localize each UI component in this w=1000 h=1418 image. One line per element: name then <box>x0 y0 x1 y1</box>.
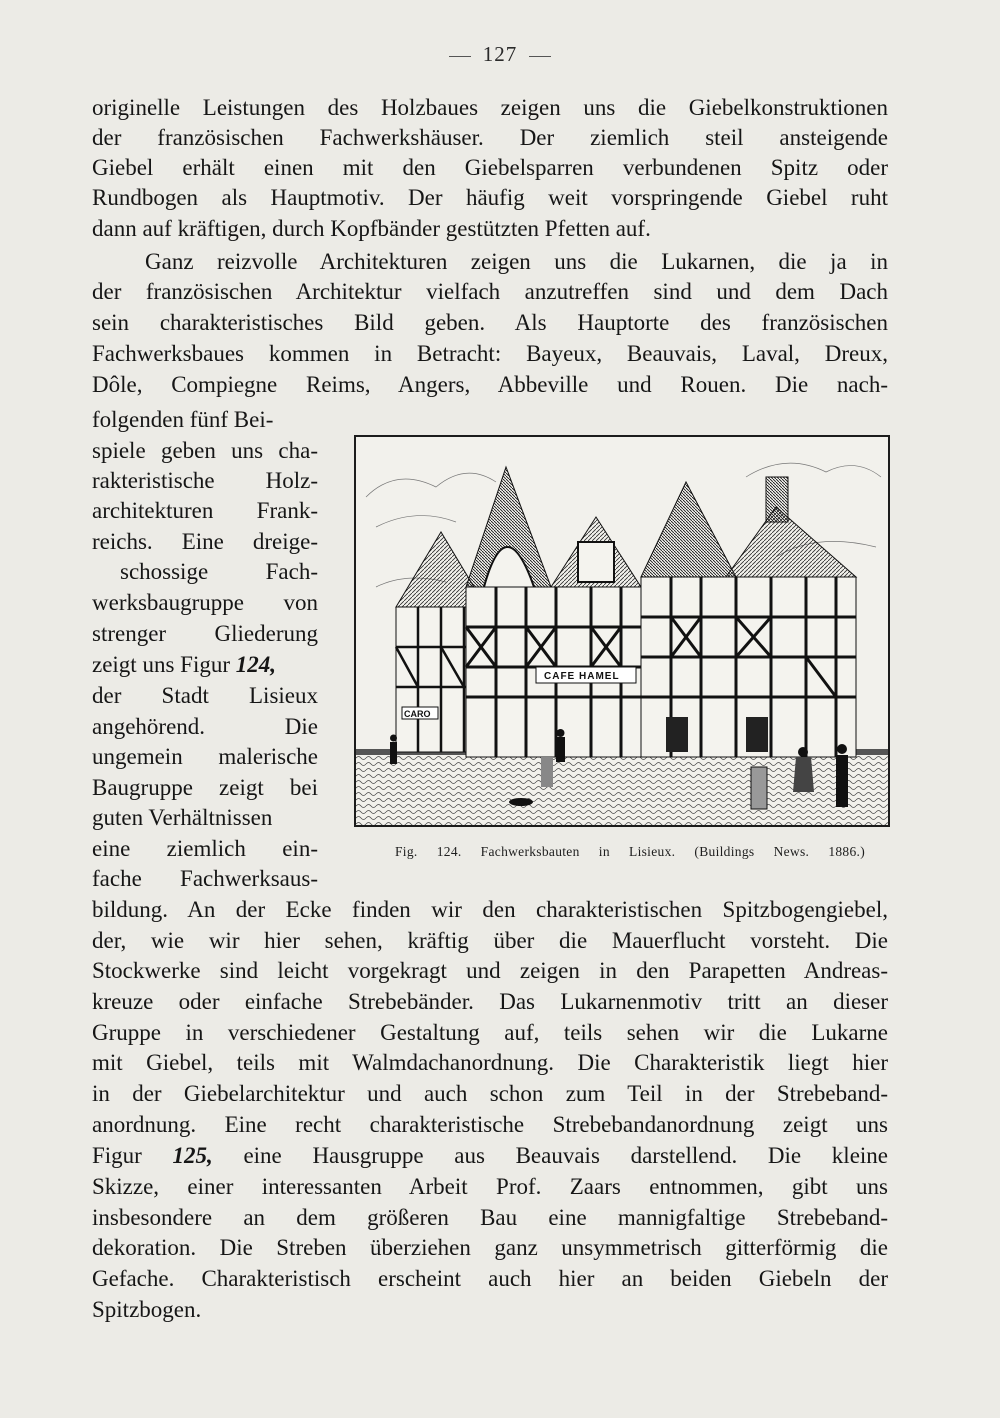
text-line: insbesondere an dem größeren Bau eine mannigfaltige Strebeband‐ <box>92 1205 888 1230</box>
text-line: angehörend. Die <box>92 714 318 739</box>
text-line: der, wie wir hier sehen, kräftig über die Mauerflucht vorsteht. Die <box>92 928 888 953</box>
dash-right <box>529 56 551 57</box>
text-line: originelle Leistungen des Holzbaues zeigen uns die Giebelkonstruktionen <box>92 95 888 120</box>
figure-reference: 124, <box>235 652 276 677</box>
text-line: Dôle, Compiegne Reims, Angers, Abbeville und Rouen. Die nach‐ <box>92 372 888 397</box>
text-fragment: zeigt uns Figur <box>92 652 236 677</box>
text-fragment: Figur <box>92 1143 173 1168</box>
text-line: guten Verhältnissen <box>92 805 273 830</box>
text-line: der französischen Fachwerkshäuser. Der ziemlich steil ansteigende <box>92 125 888 150</box>
text-line: der Stadt Lisieux <box>92 683 318 708</box>
figure-caption: Fig. 124. Fachwerksbauten in Lisieux. (Buildings News. 1886.) <box>395 844 865 859</box>
sign-cafe-hamel: CAFE HAMEL <box>544 671 620 682</box>
text-line: ungemein malerische <box>92 744 318 769</box>
text-line: sein charakteristisches Bild geben. Als Hauptorte des französischen <box>92 310 888 335</box>
dash-left <box>449 56 471 57</box>
text-line: mit Giebel, teils mit Walmdachanordnung. Die Charakteristik liegt hier <box>92 1050 888 1075</box>
text-fragment: eine Hausgruppe aus Beauvais darstellend. Die kleine <box>212 1143 888 1168</box>
page-number-text: 127 <box>482 42 518 66</box>
text-line: werksbaugruppe von <box>92 590 318 615</box>
text-line: architekturen Frank‐ <box>92 498 318 523</box>
figure-illustration <box>354 435 890 827</box>
text-line: eine ziemlich ein‐ <box>92 836 318 861</box>
text-line: der französischen Architektur vielfach anzutreffen sind und dem Dach <box>92 279 888 304</box>
text-line: Ganz reizvolle Architekturen zeigen uns die Lukarnen, die ja in <box>145 249 888 274</box>
text-line: Baugruppe zeigt bei <box>92 775 318 800</box>
text-line: fache Fachwerksaus‐ <box>92 866 318 891</box>
text-line: strenger Gliederung <box>92 621 318 646</box>
text-line <box>92 1141 888 1171</box>
text-line: Spitzbogen. <box>92 1297 202 1322</box>
text-line: folgenden fünf Bei‐ <box>92 407 274 432</box>
text-line: schossige Fach‐ <box>120 559 318 584</box>
text-line: Giebel erhält einen mit den Giebelsparren verbundenen Spitz oder <box>92 155 888 180</box>
half-timbered-buildings-engraving <box>356 437 888 825</box>
text-line <box>92 650 318 680</box>
text-line: reichs. Eine dreige‐ <box>92 529 318 554</box>
text-line: Gruppe in verschiedener Gestaltung auf, teils sehen wir die Lukarne <box>92 1020 888 1045</box>
text-line: bildung. An der Ecke finden wir den charakteristischen Spitzbogengiebel, <box>92 897 888 922</box>
page-number <box>0 42 1000 67</box>
text-line: Gefache. Charakteristisch erscheint auch hier an beiden Giebeln der <box>92 1266 888 1291</box>
text-line: anordnung. Eine recht charakteristische Strebebandanordnung zeigt uns <box>92 1112 888 1137</box>
figure-reference: 125, <box>172 1143 213 1168</box>
text-line: Fachwerksbaues kommen in Betracht: Bayeux, Beauvais, Laval, Dreux, <box>92 341 888 366</box>
text-line: dann auf kräftigen, durch Kopfbänder gestützten Pfetten auf. <box>92 216 651 241</box>
text-line: Stockwerke sind leicht vorgekragt und zeigen in den Parapetten Andreas‐ <box>92 958 888 983</box>
text-line: spiele geben uns cha‐ <box>92 438 318 463</box>
text-line: Rundbogen als Hauptmotiv. Der häufig weit vorspringende Giebel ruht <box>92 185 888 210</box>
text-line: dekoration. Die Streben überziehen ganz unsymmetrisch gitterförmig die <box>92 1235 888 1260</box>
text-line: in der Giebelarchitektur und auch schon zum Teil in der Strebeband‐ <box>92 1081 888 1106</box>
text-line: rakteristische Holz‐ <box>92 468 318 493</box>
text-line: Skizze, einer interessanten Arbeit Prof. Zaars entnommen, gibt uns <box>92 1174 888 1199</box>
sign-caro: CARO <box>404 709 431 719</box>
text-line: kreuze oder einfache Strebebänder. Das Lukarnenmotiv tritt an dieser <box>92 989 888 1014</box>
